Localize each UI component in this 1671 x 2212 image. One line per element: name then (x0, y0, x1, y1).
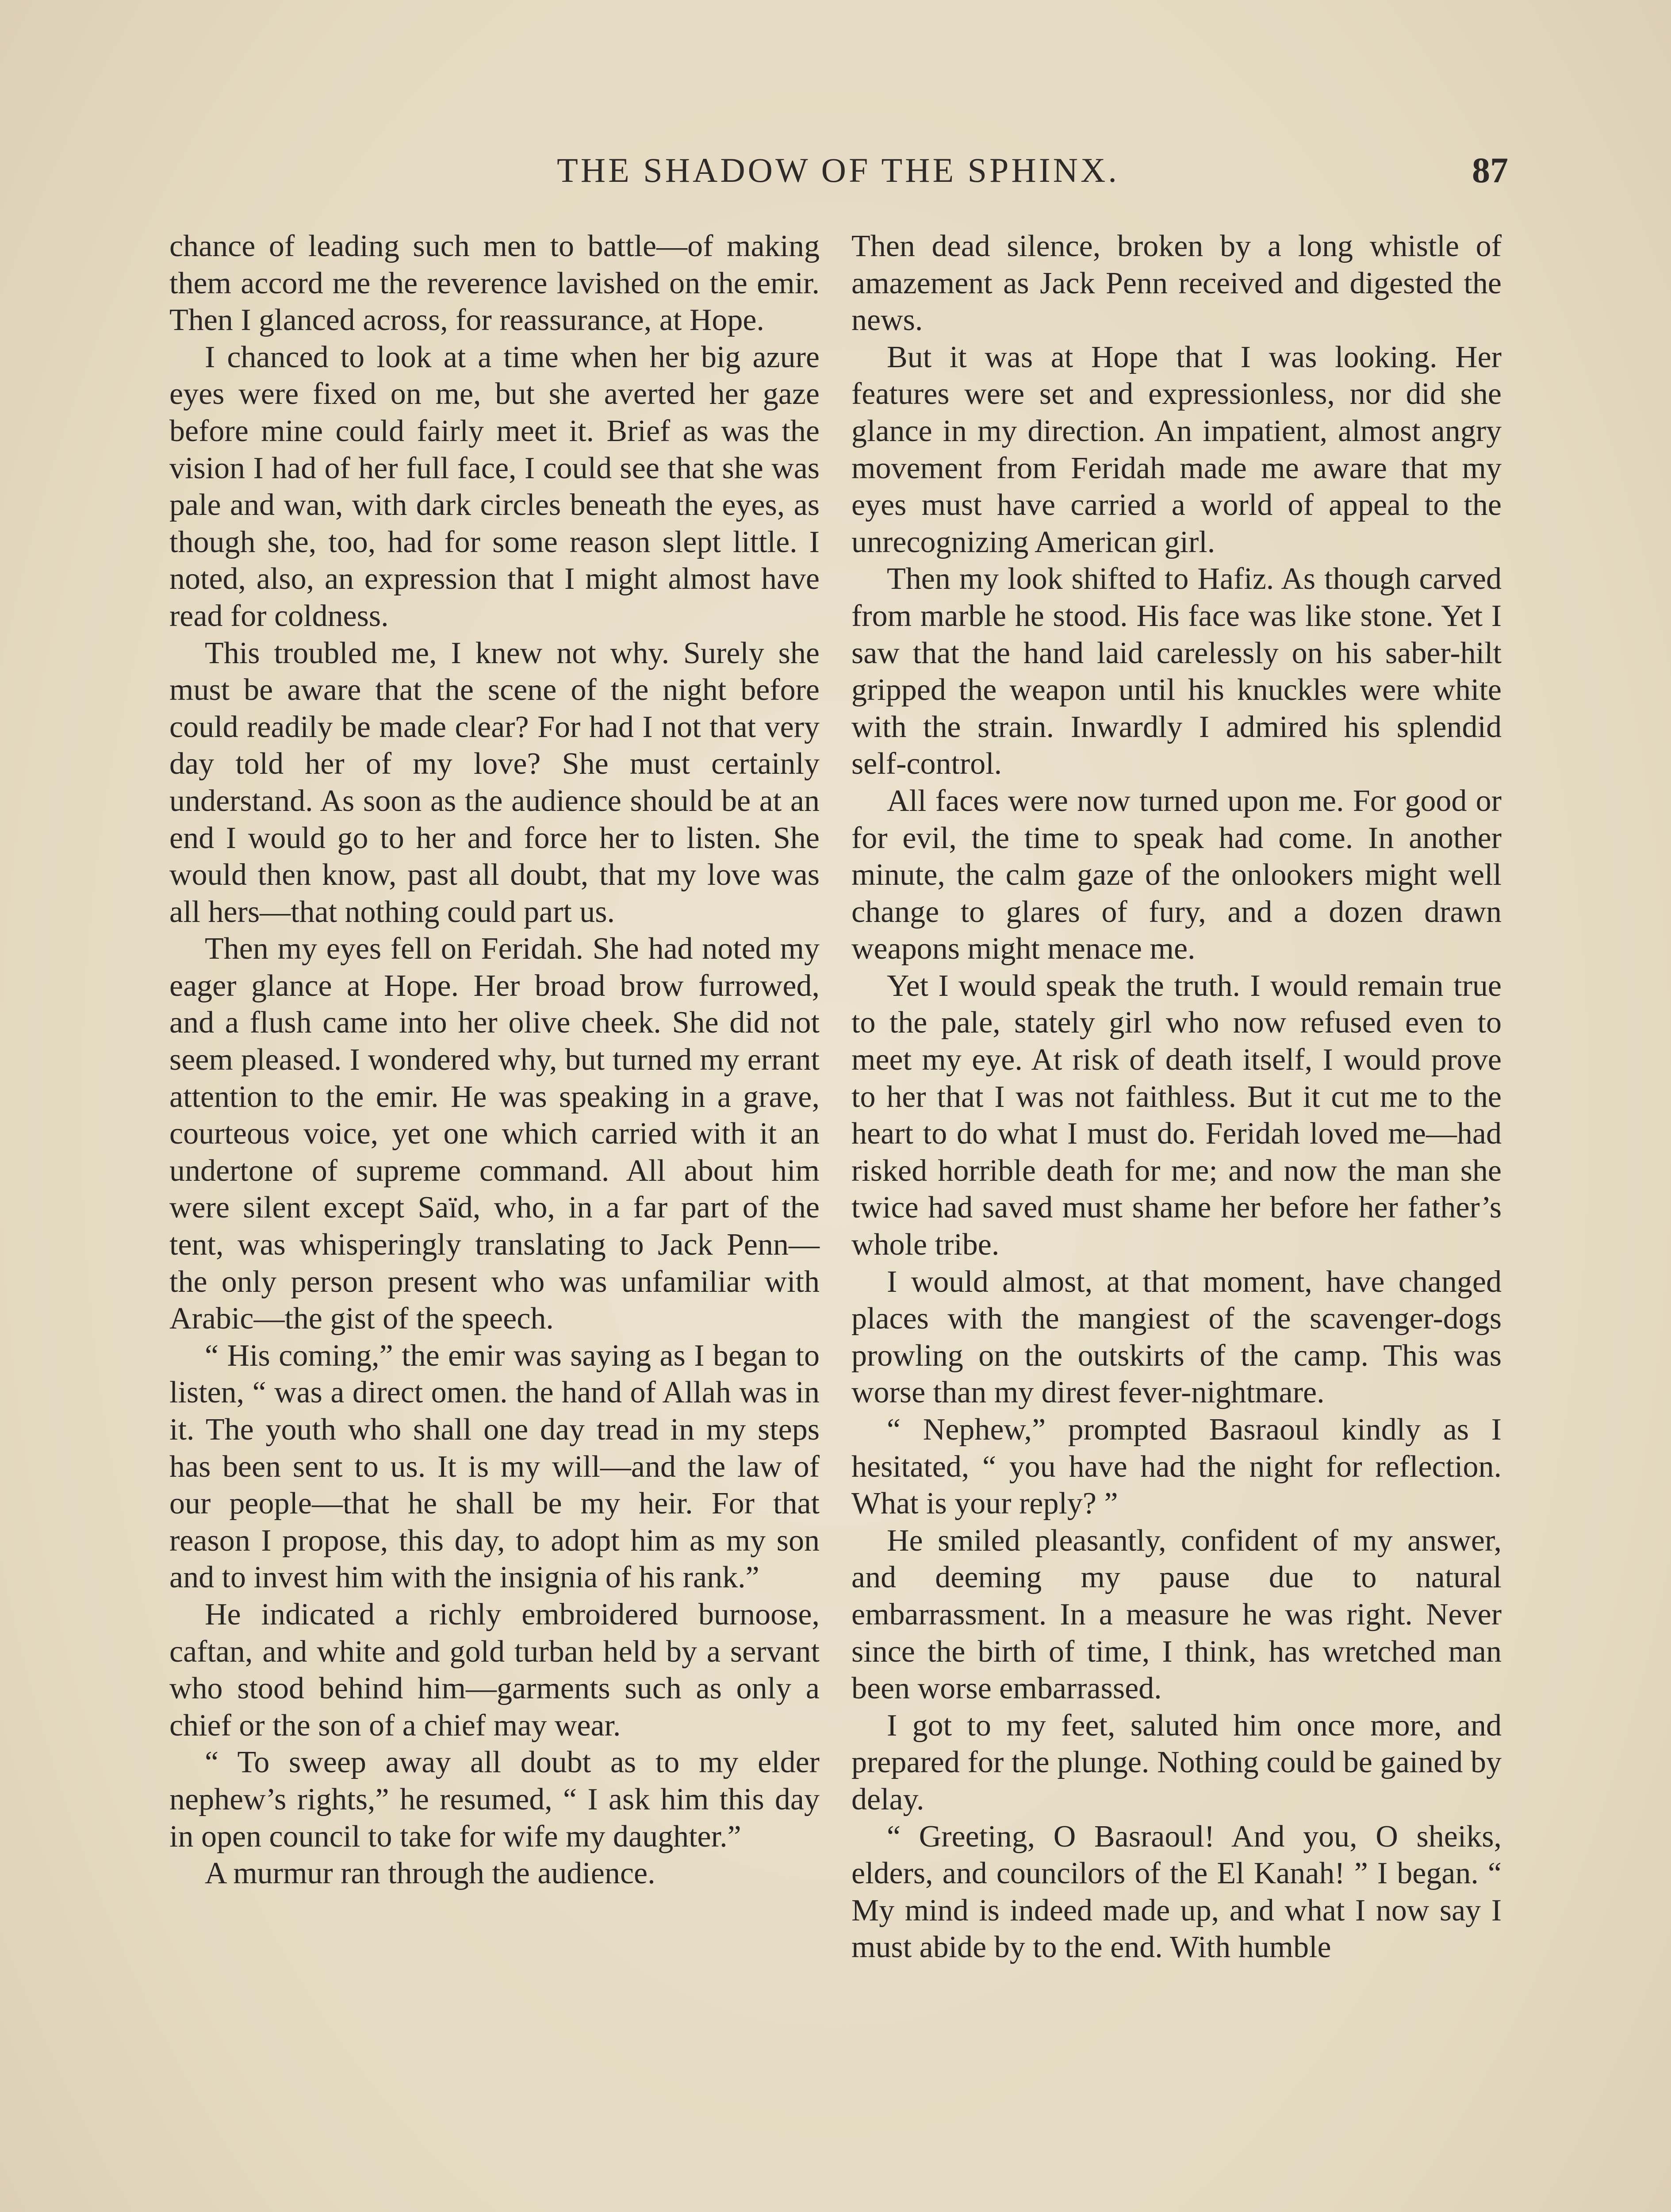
paragraph: I chanced to look at a time when her big azure eyes were fixed on me, but she averted her gaze before mine could fairly meet it. Brief as was the vision I had of her full face, I could see that she was pale and wan, with dark circles beneath the eyes, as though she, too, had for some reason slept little. I noted, also, an expression that I might almost have read for coldness. (169, 340, 820, 633)
paragraph: Then my look shifted to Hafiz. As though carved from marble he stood. His face was like stone. Yet I saw that the hand laid carelessly on his saber-hilt gripped the weapon until his knuckles were white with the strain. Inwardly I admired his splendid self-control. (851, 562, 1502, 781)
paragraph: Then my eyes fell on Feridah. She had noted my eager glance at Hope. Her broad brow furrowed, and a flush came into her olive cheek. She did not seem pleased. I wondered why, but turned my errant attention to the emir. He was speaking in a grave, courteous voice, yet one which carried with it an undertone of supreme command. All about him were silent except Saïd, who, in a far part of the tent, was whisperingly translating to Jack Penn—the only person present who was unfamiliar with Arabic—the gist of the speech. (169, 932, 820, 1336)
paragraph: A murmur ran through the audience. (205, 1856, 655, 1891)
paragraph: I would almost, at that moment, have changed places with the mangiest of the scavenger-dogs prowling on the outskirts of the camp. This was worse than my direst fever-nightmare. (851, 1264, 1502, 1410)
paragraph: “ Greeting, O Basraoul! And you, O sheiks, elders, and councilors of the El Kanah! ” I began. “ My mind is indeed made up, and what I now say I must abide by to the end. With humble (851, 1819, 1502, 1965)
paragraph: chance of leading such men to battle—of making them accord me the reverence lavished on the emir. Then I glanced across, for reassurance, at Hope. (169, 229, 820, 338)
right-text-column (851, 228, 1502, 2212)
paragraph: “ His coming,” the emir was saying as I began to listen, “ was a direct omen. the hand of Allah was in it. The youth who shall one day tread in my steps has been sent to us. It is my will—and the law of our people—that he shall be my heir. For that reason I propose, this day, to adopt him as my son and to invest him with the insignia of his rank.” (169, 1338, 820, 1595)
paragraph: He smiled pleasantly, confident of my answer, and deeming my pause due to natural embarrassment. In a measure he was right. Never since the birth of time, I think, has wretched man been worse embarrassed. (851, 1523, 1502, 1706)
page-number: 87 (1472, 150, 1508, 190)
running-header (168, 146, 1508, 195)
paragraph: But it was at Hope that I was looking. Her features were set and expressionless, nor did she glance in my direction. An impatient, almost angry movement from Feridah made me aware that my eyes must have carried a world of appeal to the unrecognizing American girl. (851, 340, 1502, 559)
running-title: THE SHADOW OF THE SPHINX. (557, 151, 1119, 189)
paragraph: All faces were now turned upon me. For good or for evil, the time to speak had come. In another minute, the calm gaze of the onlookers might well change to glares of fury, and a dozen drawn weapons might menace me. (851, 783, 1502, 966)
paragraph: I got to my feet, saluted him once more, and prepared for the plunge. Nothing could be gained by delay. (851, 1708, 1502, 1816)
paragraph: “ To sweep away all doubt as to my elder nephew’s rights,” he resumed, “ I ask him this day in open council to take for wife my daughter.” (169, 1745, 820, 1854)
paragraph: This troubled me, I knew not why. Surely she must be aware that the scene of the night before could readily be made clear? For had I not that very day told her of my love? She must certainly understand. As soon as the audience should be at an end I would go to her and force her to listen. She would then know, past all doubt, that my love was all hers—that nothing could part us. (169, 636, 820, 929)
paragraph: “ Nephew,” prompted Basraoul kindly as I hesitated, “ you have had the night for reflection. What is your reply? ” (851, 1413, 1502, 1521)
paragraph: Yet I would speak the truth. I would remain true to the pale, stately girl who now refused even to meet my eye. At risk of death itself, I would prove to her that I was not faithless. But it cut me to the heart to do what I must do. Feridah loved me—had risked horrible death for me; and now the man she twice had saved must shame her before her father’s whole tribe. (851, 968, 1502, 1262)
paragraph: He indicated a richly embroidered burnoose, caftan, and white and gold turban held by a servant who stood behind him—garments such as only a chief or the son of a chief may wear. (169, 1597, 820, 1743)
left-text-column (169, 228, 820, 2212)
paragraph: Then dead silence, broken by a long whistle of amazement as Jack Penn received and digested the news. (851, 229, 1502, 338)
